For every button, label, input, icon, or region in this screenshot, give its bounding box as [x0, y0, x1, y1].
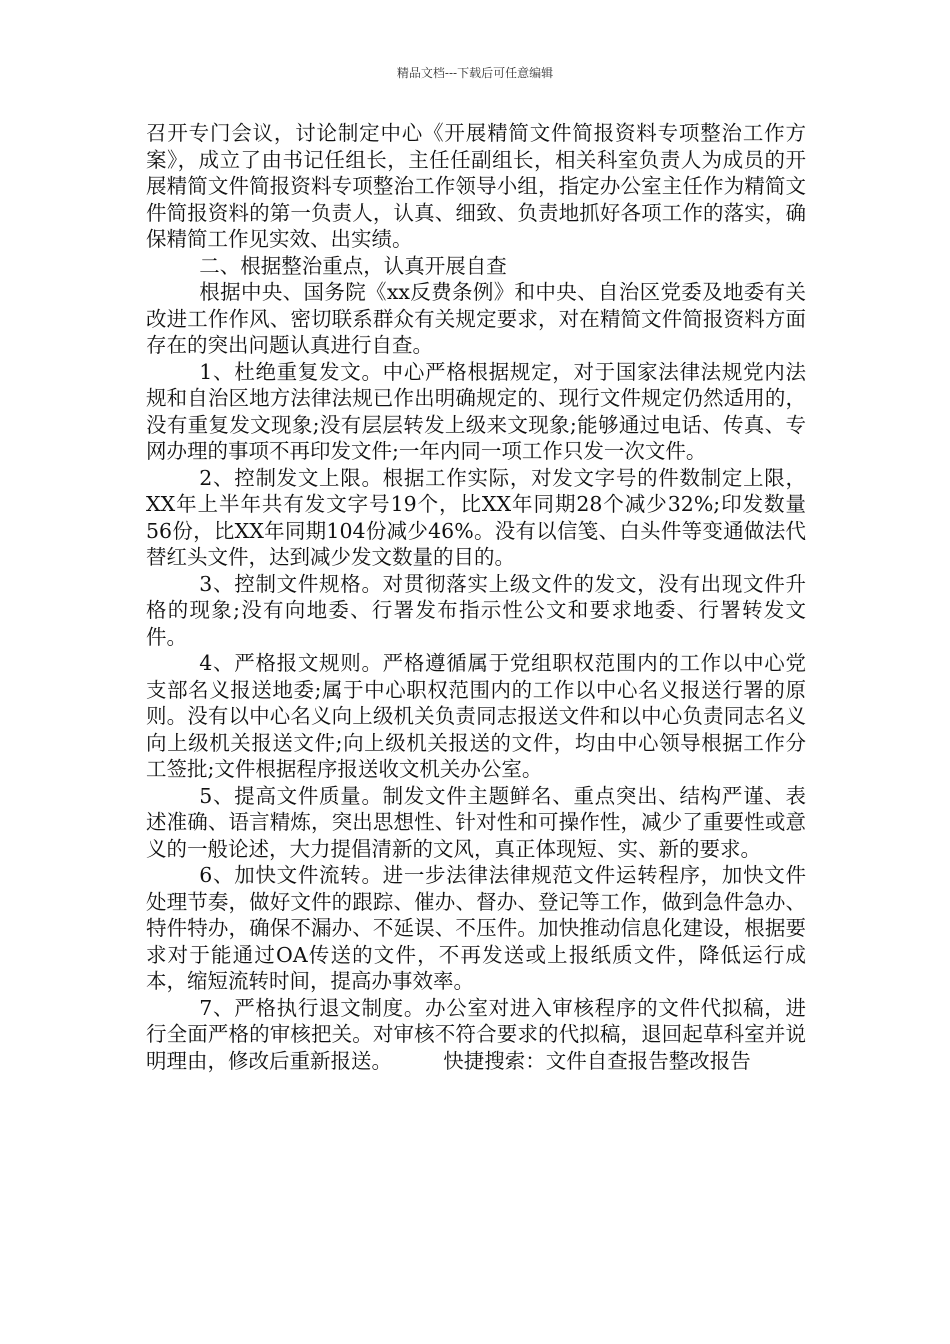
- paragraph-item-6: 6、加快文件流转。进一步法律法律规范文件运转程序，加快文件处理节奏，做好文件的跟踪、催办、督办、登记等工作，做到急件急办、特件特办，确保不漏办、不延误、不压件。加快推动信息化建设，根据要求对于能通过OA传送的文件，不再发送或上报纸质文件，降低运行成本，缩短流转时间，提高办事效率。: [146, 863, 806, 993]
- paragraph-item-4: 4、严格报文规则。严格遵循属于党组职权范围内的工作以中心党支部名义报送地委;属于中心职权范围内的工作以中心名义报送行署的原则。没有以中心名义向上级机关负责同志报送文件和以中心负责同志名义向上级机关报送文件;向上级机关报送的文件，均由中心领导根据工作分工签批;文件根据程序报送收文机关办公室。: [146, 651, 806, 781]
- paragraph-item-7: 7、严格执行退文制度。办公室对进入审核程序的文件代拟稿，进行全面严格的审核把关。对审核不符合要求的代拟稿，退回起草科室并说明理由，修改后重新报送。 快捷搜索：文件自查报告整改报告: [146, 995, 806, 1073]
- paragraph-self-check: 根据中央、国务院《xx反费条例》和中央、自治区党委及地委有关改进工作作风、密切联系群众有关规定要求，对在精简文件简报资料方面存在的突出问题认真进行自查。: [146, 280, 806, 357]
- paragraph-item-2: 2、控制发文上限。根据工作实际，对发文字号的件数制定上限，XX年上半年共有发文字号19个，比XX年同期28个减少32%;印发数量56份，比XX年同期104份减少46%。没有以信笺、白头件等变通做法代替红头文件，达到减少发文数量的目的。: [146, 465, 806, 569]
- paragraph-intro: 召开专门会议，讨论制定中心《开展精简文件简报资料专项整治工作方案》，成立了由书记任组长，主任任副组长，相关科室负责人为成员的开展精简文件简报资料专项整治工作领导小组，指定办公室主任作为精简文件简报资料的第一负责人，认真、细致、负责地抓好各项工作的落实，确保精简工作见实效、出实绩。: [146, 121, 806, 251]
- page-header: 精品文档---下载后可任意编辑: [396, 66, 554, 80]
- paragraph-item-5: 5、提高文件质量。制发文件主题鲜名、重点突出、结构严谨、表述准确、语言精炼，突出思想性、针对性和可操作性，减少了重要性或意义的一般论述，大力提倡清新的文风，真正体现短、实、新的要求。: [146, 783, 806, 861]
- paragraph-item-1: 1、杜绝重复发文。中心严格根据规定，对于国家法律法规党内法规和自治区地方法律法规已作出明确规定的、现行文件规定仍然适用的，没有重复发文现象;没有层层转发上级来文现象;能够通过电话、传真、专网办理的事项不再印发文件;一年内同一项工作只发一次文件。: [146, 359, 806, 463]
- paragraph-item-3: 3、控制文件规格。对贯彻落实上级文件的发文，没有出现文件升格的现象;没有向地委、行署发布指示性公文和要求地委、行署转发文件。: [146, 571, 806, 649]
- section-heading: 二、根据整治重点，认真开展自查: [199, 253, 507, 278]
- document-body: [146, 120, 806, 1074]
